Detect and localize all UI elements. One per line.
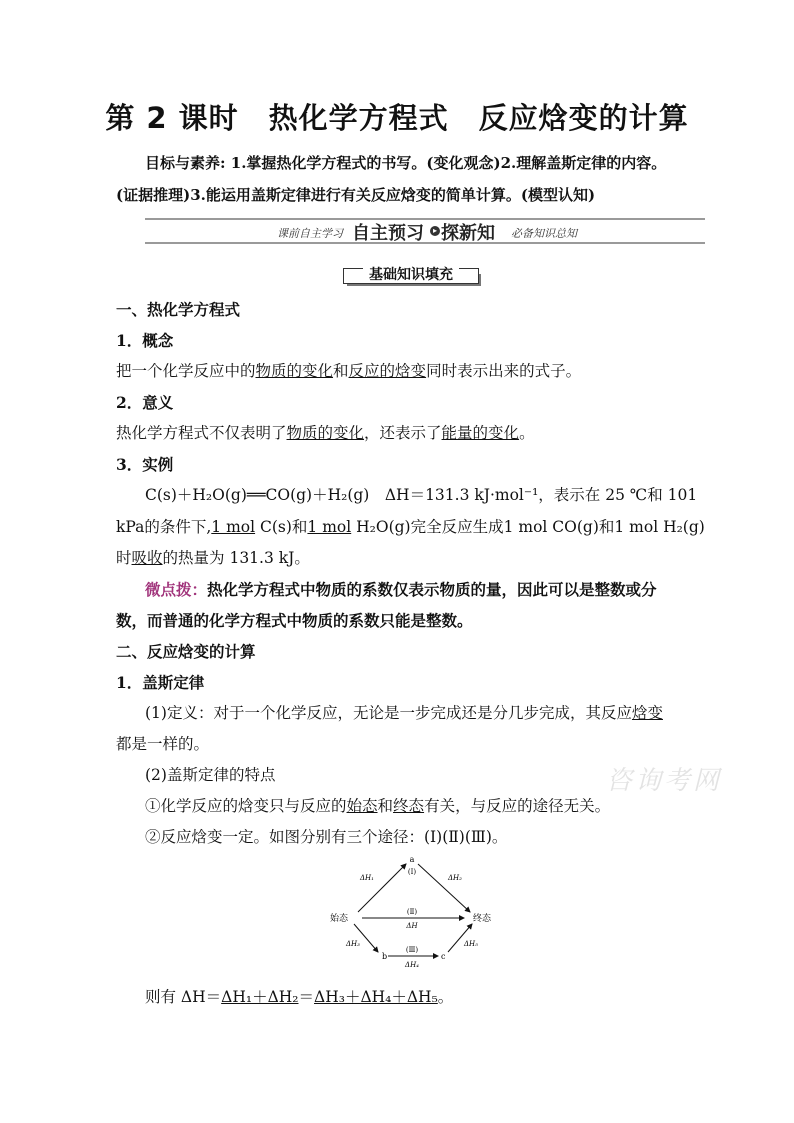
banner-arrow-icon: ▸: [430, 226, 440, 236]
goals-line-1: 目标与素养: 1.掌握热化学方程式的书写。(变化观念)2.理解盖斯定律的内容。: [145, 154, 667, 172]
path-label-3: (Ⅲ): [405, 946, 419, 954]
label-dh5: ΔH₅: [464, 940, 478, 948]
hess-law-diagram: [330, 852, 500, 972]
path-label-2: (Ⅱ): [406, 908, 418, 916]
meaning-text: 热化学方程式不仅表明了物质的变化，还表示了能量的变化。: [116, 424, 535, 442]
watermark: 咨询考网: [606, 766, 723, 796]
node-start: 始态: [330, 914, 349, 924]
heading-thermochemical-equation: 一、热化学方程式: [116, 300, 241, 319]
path-label-1: (Ⅰ): [407, 868, 417, 876]
feature-1: ①化学反应的焓变只与反应的始态和终态有关，与反应的途径无关。: [145, 797, 611, 815]
concept-text: 把一个化学反应中的物质的变化和反应的焓变同时表示出来的式子。: [116, 362, 582, 380]
label-dh1: ΔH₁: [360, 874, 374, 882]
tip-line-2: 数，而普通的化学方程式中物质的系数只能是整数。: [116, 611, 473, 630]
hess-definition: (1)定义：对于一个化学反应，无论是一步完成还是分几步完成，其反应焓变: [145, 704, 663, 722]
goals-line-2: (证据推理)3.能运用盖斯定律进行有关反应焓变的简单计算。(模型认知): [116, 186, 596, 204]
label-dh2: ΔH₂: [448, 874, 462, 882]
page-title: 第 2 课时 热化学方程式 反应焓变的计算: [105, 101, 689, 135]
node-end: 终态: [473, 914, 492, 924]
subheading-concept: 1．概念: [116, 331, 174, 350]
banner-main-1: 自主预习: [352, 223, 424, 244]
banner-left-text: 课前自主学习: [277, 227, 343, 240]
tip-line-1: 微点拨：热化学方程式中物质的系数仅表示物质的量，因此可以是整数或分: [145, 580, 657, 599]
node-b: b: [382, 952, 388, 961]
arrow-start-to-a: [358, 864, 406, 912]
subheading-meaning: 2．意义: [116, 393, 174, 412]
hess-conclusion: 则有 ΔH＝ΔH₁＋ΔH₂＝ΔH₃＋ΔH₄＋ΔH₅。: [145, 988, 454, 1006]
node-c: c: [441, 952, 446, 961]
heading-enthalpy-calculation: 二、反应焓变的计算: [116, 642, 256, 661]
label-dh4: ΔH₄: [405, 961, 419, 969]
label-dh: ΔH: [406, 922, 418, 930]
node-a: a: [409, 855, 415, 864]
example-line-3: 时吸收的热量为 131.3 kJ。: [116, 549, 310, 567]
section-box-label: 基础知识填充: [363, 267, 459, 283]
subheading-hess-law: 1．盖斯定律: [116, 673, 205, 692]
banner-main-2: 探新知: [441, 223, 495, 244]
subheading-example: 3．实例: [116, 455, 174, 474]
label-dh3: ΔH₃: [346, 940, 360, 948]
hess-features-heading: (2)盖斯定律的特点: [145, 766, 276, 784]
example-line-2: kPa的条件下,1 mol C(s)和1 mol H₂O(g)完全反应生成1 mol CO(g)和1 mol H₂(g): [116, 518, 705, 536]
section-banner: [145, 218, 705, 244]
arrow-a-to-end: [418, 864, 470, 912]
section-box-basic-knowledge: [343, 265, 479, 287]
banner-right-text: 必备知识总知: [511, 227, 577, 240]
example-equation: C(s)＋H₂O(g)══CO(g)＋H₂(g) ΔH＝131.3 kJ·mol⁻¹，表示在 25 ℃和 101: [145, 486, 698, 504]
feature-2: ②反应焓变一定。如图分别有三个途径：(Ⅰ)(Ⅱ)(Ⅲ)。: [145, 828, 508, 846]
hess-definition-cont: 都是一样的。: [116, 735, 210, 753]
